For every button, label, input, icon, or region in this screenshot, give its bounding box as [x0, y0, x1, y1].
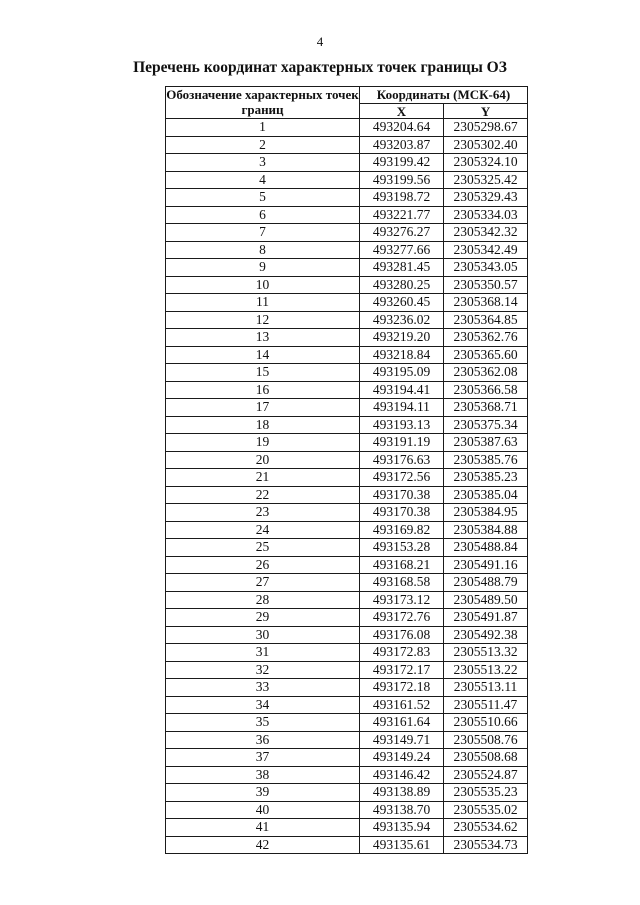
point-number-cell: 41	[166, 819, 360, 837]
table-row	[166, 836, 528, 854]
table-row	[166, 294, 528, 312]
table-row	[166, 766, 528, 784]
table-row	[166, 206, 528, 224]
document-title: Перечень координат характерных точек границы ОЗ	[133, 59, 507, 76]
table-row	[166, 626, 528, 644]
coordinate-x-cell: 493168.21	[360, 556, 444, 574]
coordinate-x-cell: 493199.42	[360, 154, 444, 172]
coordinate-x-cell: 493191.19	[360, 434, 444, 452]
point-number-cell: 5	[166, 189, 360, 207]
coordinate-y-cell: 2305534.62	[444, 819, 528, 837]
table-row	[166, 381, 528, 399]
coordinate-y-cell: 2305364.85	[444, 311, 528, 329]
coordinate-x-cell: 493194.11	[360, 399, 444, 417]
coordinate-x-cell: 493169.82	[360, 521, 444, 539]
coordinate-x-cell: 493172.17	[360, 661, 444, 679]
table-row	[166, 609, 528, 627]
coordinate-y-cell: 2305350.57	[444, 276, 528, 294]
point-number-cell: 31	[166, 644, 360, 662]
coordinate-y-cell: 2305385.76	[444, 451, 528, 469]
coordinate-y-cell: 2305302.40	[444, 136, 528, 154]
table-row	[166, 696, 528, 714]
point-number-cell: 7	[166, 224, 360, 242]
coordinate-y-cell: 2305362.76	[444, 329, 528, 347]
point-number-cell: 38	[166, 766, 360, 784]
point-number-cell: 12	[166, 311, 360, 329]
coordinate-x-cell: 493172.76	[360, 609, 444, 627]
point-number-cell: 20	[166, 451, 360, 469]
table-row	[166, 451, 528, 469]
coordinate-y-cell: 2305365.60	[444, 346, 528, 364]
table-row	[166, 346, 528, 364]
point-number-cell: 9	[166, 259, 360, 277]
table-row	[166, 574, 528, 592]
point-number-cell: 27	[166, 574, 360, 592]
coordinate-y-cell: 2305510.66	[444, 714, 528, 732]
coordinate-y-cell: 2305491.16	[444, 556, 528, 574]
coordinate-x-cell: 493135.94	[360, 819, 444, 837]
coordinate-y-cell: 2305343.05	[444, 259, 528, 277]
table-row	[166, 119, 528, 137]
coordinate-x-cell: 493221.77	[360, 206, 444, 224]
coordinate-x-cell: 493146.42	[360, 766, 444, 784]
coordinate-y-cell: 2305513.22	[444, 661, 528, 679]
table-body	[166, 119, 528, 854]
point-number-cell: 13	[166, 329, 360, 347]
point-number-cell: 17	[166, 399, 360, 417]
table-row	[166, 784, 528, 802]
point-number-cell: 24	[166, 521, 360, 539]
coordinate-x-cell: 493161.64	[360, 714, 444, 732]
point-number-cell: 40	[166, 801, 360, 819]
coordinate-y-cell: 2305508.68	[444, 749, 528, 767]
coordinate-x-cell: 493195.09	[360, 364, 444, 382]
coordinate-x-cell: 493194.41	[360, 381, 444, 399]
coordinate-x-cell: 493260.45	[360, 294, 444, 312]
coordinate-x-cell: 493153.28	[360, 539, 444, 557]
coordinate-y-cell: 2305513.32	[444, 644, 528, 662]
point-number-cell: 33	[166, 679, 360, 697]
point-number-cell: 1	[166, 119, 360, 137]
page-number: 4	[316, 34, 324, 49]
header-designation: Обозначение характерных точек границ	[166, 87, 359, 117]
table-row	[166, 521, 528, 539]
point-number-cell: 29	[166, 609, 360, 627]
point-number-cell: 37	[166, 749, 360, 767]
coordinate-x-cell: 493176.63	[360, 451, 444, 469]
point-number-cell: 39	[166, 784, 360, 802]
point-number-cell: 21	[166, 469, 360, 487]
coordinate-x-cell: 493204.64	[360, 119, 444, 137]
coordinate-y-cell: 2305387.63	[444, 434, 528, 452]
table-row	[166, 399, 528, 417]
coordinate-y-cell: 2305385.23	[444, 469, 528, 487]
coordinate-y-cell: 2305324.10	[444, 154, 528, 172]
coordinate-x-cell: 493172.83	[360, 644, 444, 662]
header-y: Y	[444, 104, 528, 119]
table-row	[166, 136, 528, 154]
coordinate-y-cell: 2305385.04	[444, 486, 528, 504]
coordinate-x-cell: 493138.89	[360, 784, 444, 802]
point-number-cell: 26	[166, 556, 360, 574]
coordinate-y-cell: 2305384.88	[444, 521, 528, 539]
coordinate-y-cell: 2305342.49	[444, 241, 528, 259]
coordinate-y-cell: 2305362.08	[444, 364, 528, 382]
point-number-cell: 42	[166, 836, 360, 854]
table-row	[166, 259, 528, 277]
coordinate-y-cell: 2305492.38	[444, 626, 528, 644]
table-header	[166, 87, 528, 119]
table-row	[166, 749, 528, 767]
table-row	[166, 486, 528, 504]
coordinate-y-cell: 2305488.84	[444, 539, 528, 557]
coordinate-y-cell: 2305329.43	[444, 189, 528, 207]
table-row	[166, 504, 528, 522]
table-row	[166, 276, 528, 294]
point-number-cell: 28	[166, 591, 360, 609]
table-row	[166, 189, 528, 207]
header-x: X	[360, 104, 444, 119]
coordinate-x-cell: 493161.52	[360, 696, 444, 714]
coordinate-x-cell: 493168.58	[360, 574, 444, 592]
coordinate-y-cell: 2305535.02	[444, 801, 528, 819]
table-row	[166, 819, 528, 837]
coordinate-x-cell: 493199.56	[360, 171, 444, 189]
coordinate-y-cell: 2305334.03	[444, 206, 528, 224]
point-number-cell: 3	[166, 154, 360, 172]
coordinate-y-cell: 2305375.34	[444, 416, 528, 434]
coordinate-y-cell: 2305508.76	[444, 731, 528, 749]
table-row	[166, 224, 528, 242]
point-number-cell: 36	[166, 731, 360, 749]
coordinate-x-cell: 493193.13	[360, 416, 444, 434]
coordinate-x-cell: 493172.56	[360, 469, 444, 487]
coordinate-y-cell: 2305342.32	[444, 224, 528, 242]
point-number-cell: 35	[166, 714, 360, 732]
coordinate-y-cell: 2305511.47	[444, 696, 528, 714]
point-number-cell: 22	[166, 486, 360, 504]
coordinate-x-cell: 493173.12	[360, 591, 444, 609]
point-number-cell: 16	[166, 381, 360, 399]
point-number-cell: 8	[166, 241, 360, 259]
table-row	[166, 311, 528, 329]
coordinate-x-cell: 493170.38	[360, 504, 444, 522]
coordinate-y-cell: 2305513.11	[444, 679, 528, 697]
coordinate-x-cell: 493218.84	[360, 346, 444, 364]
coordinate-y-cell: 2305325.42	[444, 171, 528, 189]
point-number-cell: 30	[166, 626, 360, 644]
coordinate-y-cell: 2305535.23	[444, 784, 528, 802]
point-number-cell: 11	[166, 294, 360, 312]
coordinate-x-cell: 493149.71	[360, 731, 444, 749]
coordinate-y-cell: 2305488.79	[444, 574, 528, 592]
table-row	[166, 556, 528, 574]
table-row	[166, 469, 528, 487]
table-row	[166, 416, 528, 434]
coordinate-x-cell: 493276.27	[360, 224, 444, 242]
point-number-cell: 19	[166, 434, 360, 452]
point-number-cell: 10	[166, 276, 360, 294]
point-number-cell: 15	[166, 364, 360, 382]
table-row	[166, 661, 528, 679]
coordinate-x-cell: 493170.38	[360, 486, 444, 504]
table-row	[166, 539, 528, 557]
point-number-cell: 32	[166, 661, 360, 679]
coordinate-x-cell: 493236.02	[360, 311, 444, 329]
header-coordinates: Координаты (МСК-64)	[360, 87, 528, 104]
point-number-cell: 14	[166, 346, 360, 364]
point-number-cell: 23	[166, 504, 360, 522]
coordinates-table	[165, 86, 528, 854]
coordinate-x-cell: 493149.24	[360, 749, 444, 767]
table-row	[166, 329, 528, 347]
point-number-cell: 34	[166, 696, 360, 714]
point-number-cell: 4	[166, 171, 360, 189]
coordinate-x-cell: 493198.72	[360, 189, 444, 207]
table-row	[166, 171, 528, 189]
table-row	[166, 434, 528, 452]
coordinate-y-cell: 2305368.14	[444, 294, 528, 312]
coordinate-x-cell: 493219.20	[360, 329, 444, 347]
table-row	[166, 591, 528, 609]
table-row	[166, 154, 528, 172]
table-row	[166, 714, 528, 732]
coordinate-x-cell: 493203.87	[360, 136, 444, 154]
coordinate-x-cell: 493172.18	[360, 679, 444, 697]
coordinate-y-cell: 2305491.87	[444, 609, 528, 627]
point-number-cell: 25	[166, 539, 360, 557]
coordinate-y-cell: 2305489.50	[444, 591, 528, 609]
coordinate-x-cell: 493277.66	[360, 241, 444, 259]
coordinate-x-cell: 493281.45	[360, 259, 444, 277]
coordinate-y-cell: 2305534.73	[444, 836, 528, 854]
coordinate-y-cell: 2305366.58	[444, 381, 528, 399]
table-row	[166, 364, 528, 382]
table-row	[166, 679, 528, 697]
table-row	[166, 801, 528, 819]
coordinate-y-cell: 2305368.71	[444, 399, 528, 417]
coordinate-x-cell: 493280.25	[360, 276, 444, 294]
coordinate-y-cell: 2305298.67	[444, 119, 528, 137]
coordinate-x-cell: 493138.70	[360, 801, 444, 819]
coordinate-y-cell: 2305524.87	[444, 766, 528, 784]
table-row	[166, 731, 528, 749]
table-row	[166, 241, 528, 259]
point-number-cell: 6	[166, 206, 360, 224]
coordinate-y-cell: 2305384.95	[444, 504, 528, 522]
point-number-cell: 2	[166, 136, 360, 154]
coordinate-x-cell: 493135.61	[360, 836, 444, 854]
table-row	[166, 644, 528, 662]
coordinate-x-cell: 493176.08	[360, 626, 444, 644]
point-number-cell: 18	[166, 416, 360, 434]
